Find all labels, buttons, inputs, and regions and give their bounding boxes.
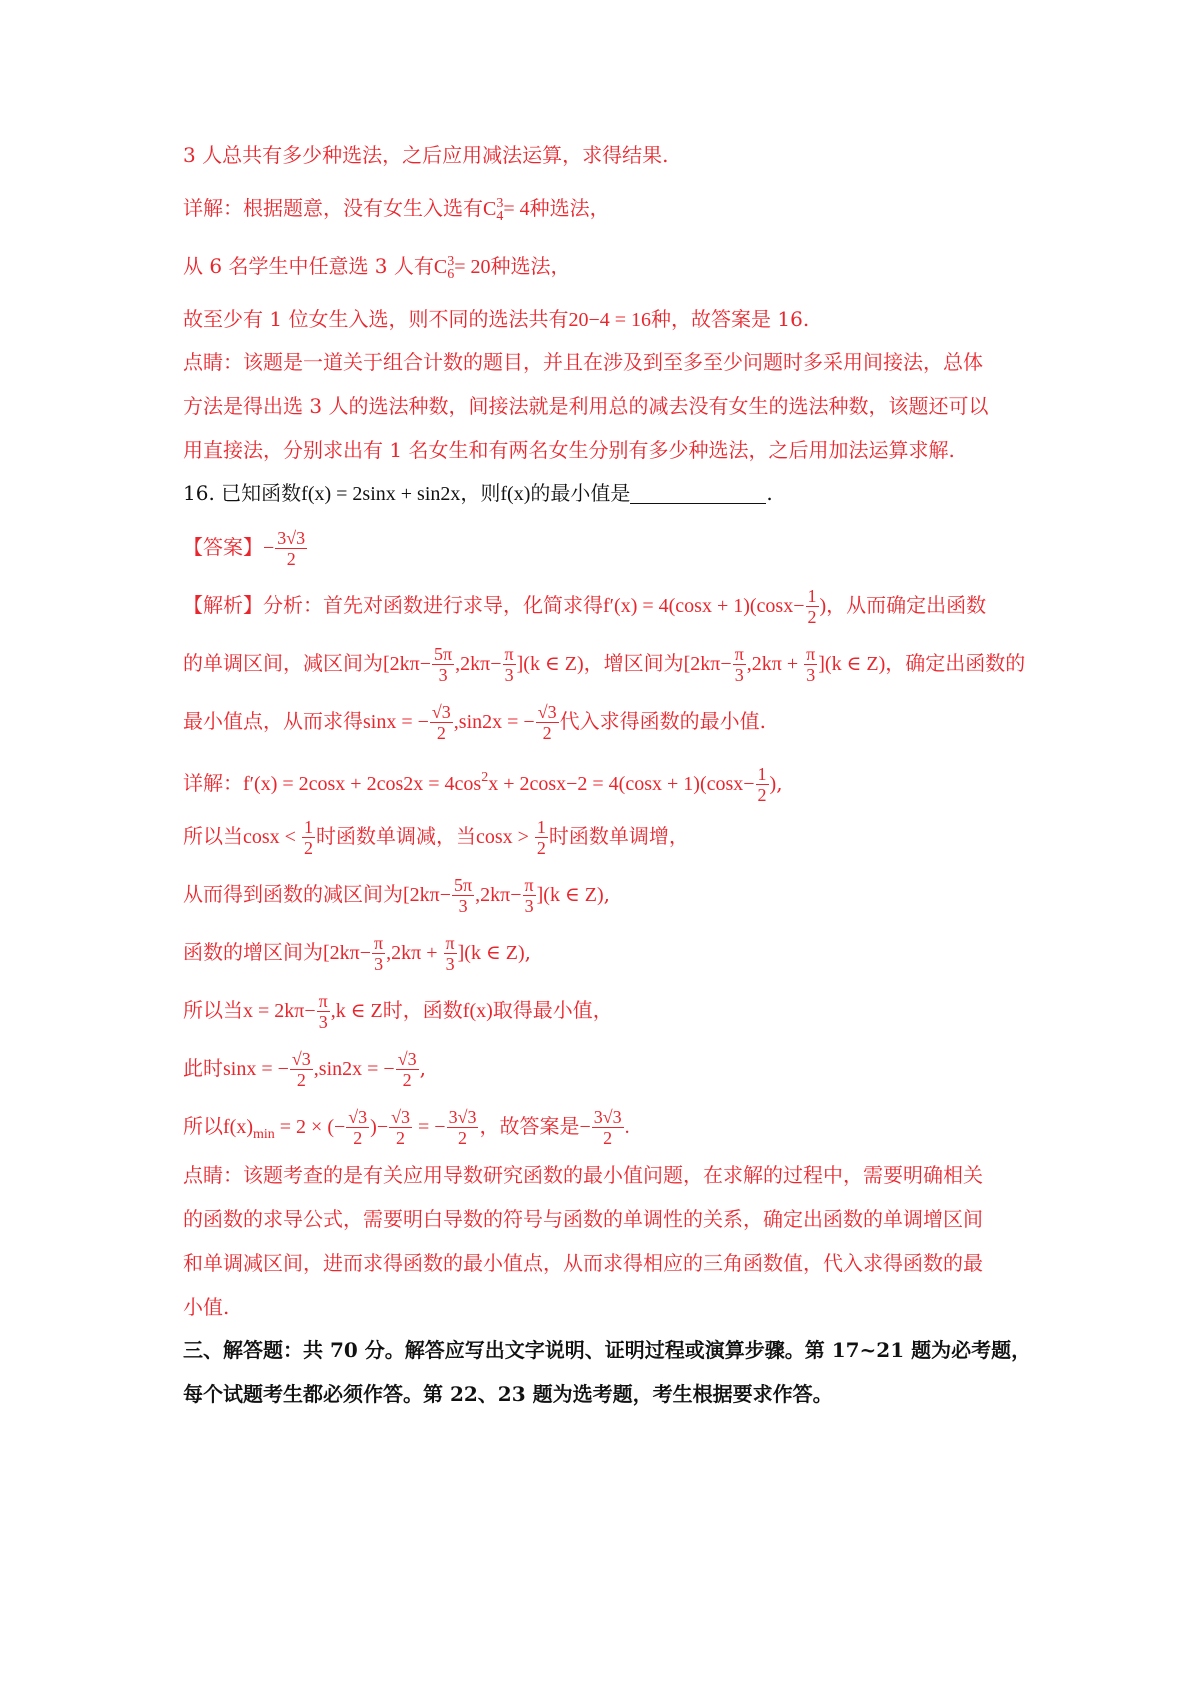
- detail-minimum-value: 所以$f(x)_{min} = 2$ × (− $\frac{√3}{2}$ )− $\frac{√3}{2}$ = − $\frac{3√3}{2}$ ，故答案是− $\frac{3√3}{2}$ .: [183, 1107, 630, 1148]
- detail-increasing: 函数的增区间为[2kπ− $\frac{\pi}{3}$ ,2kπ + $\frac{\pi}{3}$ ](k ∈ Z),: [183, 933, 531, 974]
- line-detail-no-girls: 详解：根据题意，没有女生入选有C 3 4 = 4种选法，: [183, 196, 610, 225]
- note-line-2: 方法是得出选 3 人的选法种数，间接法就是利用总的减去没有女生的选法种数，该题还可以: [183, 394, 989, 418]
- detail-monotonic: 所以当cosx < $\frac{1}{2}$ 时函数单调减，当cosx > $\frac{1}{2}$ 时函数单调增，: [183, 817, 689, 858]
- question-16: 16. 已知函数f(x) = 2sinx + sin2x，则f(x)的最小值是 .: [183, 481, 773, 505]
- combination-c63: C 3 6 = 20: [433, 254, 491, 283]
- note2-line-4: 小值.: [183, 1295, 230, 1319]
- line-method-end: 3 人总共有多少种选法，之后应用减法运算，求得结果.: [183, 143, 669, 167]
- answer-blank: [630, 483, 766, 504]
- note2-line-1: 点睛：该题考查的是有关应用导数研究函数的最小值问题，在求解的过程中，需要明确相关: [183, 1163, 983, 1187]
- detail-minimum-point: 所以当x = 2kπ− $\frac{\pi}{3}$ ,k ∈ Z时，函数f(x)取得最小值，: [183, 991, 613, 1032]
- analysis-line-3: 最小值点，从而求得sinx = − $\frac{√3}{2}$ ,sin2x = − $\frac{√3}{2}$ 代入求得函数的最小值.: [183, 702, 766, 743]
- note2-line-2: 的函数的求导公式，需要明白导数的符号与函数的单调性的关系，确定出函数的单调增区间: [183, 1207, 983, 1231]
- note-line-1: 点睛：该题是一道关于组合计数的题目，并且在涉及到至多至少问题时多采用间接法，总体: [183, 350, 983, 374]
- analysis-line-2: 的单调区间，减区间为[2kπ− $\frac{5\pi}{3}$ ,2kπ− $\frac{\pi}{3}$ ](k ∈ Z)，增区间为[2kπ− $\frac{\pi}{3}$ ,2kπ + $\frac{\pi}{3}$ ](k ∈ Z)，确定出函数的: [183, 644, 1026, 685]
- section-3-heading-1: 三、解答题：共 70 分。解答应写出文字说明、证明过程或演算步骤。第 17~21 题为必考题，: [183, 1338, 1032, 1362]
- detail-decreasing: 从而得到函数的减区间为[2kπ− $\frac{5\pi}{3}$ ,2kπ− $\frac{\pi}{3}$ ](k ∈ Z),: [183, 875, 610, 916]
- detail-sin-values: 此时sinx = − $\frac{√3}{2}$ ,sin2x = − $\frac{√3}{2}$ ,: [183, 1049, 426, 1090]
- line-detail-all-choices: 从 6 名学生中任意选 3 人有C 3 6 = 20种选法，: [183, 254, 571, 283]
- note2-line-3: 和单调减区间，进而求得函数的最小值点，从而求得相应的三角函数值，代入求得函数的最: [183, 1251, 983, 1275]
- section-3-heading-2: 每个试题考生都必须作答。第 22、23 题为选考题，考生根据要求作答。: [183, 1382, 833, 1406]
- combination-c43: C 3 4 = 4: [483, 196, 530, 225]
- detail-derivative: 详解：$f'(x) = 2\cos x + 2\cos 2x = 4\cos^2x + 2\cos x-2 = 4(\cos x + 1)(\cos x-$ $\frac{1}{2}$ ),: [183, 764, 783, 805]
- answer-line: 【答案】− $\frac{3√3}{2}$: [183, 528, 306, 569]
- analysis-line-1: 【解析】分析：首先对函数进行求导，化简求得f′(x) = 4(cosx + 1)(cosx− $\frac{1}{2}$ )，从而确定出函数: [183, 586, 987, 627]
- note-line-3: 用直接法，分别求出有 1 名女生和有两名女生分别有多少种选法，之后用加法运算求解.: [183, 438, 955, 462]
- line-detail-result: 故至少有 1 位女生入选，则不同的选法共有20−4 = 16种，故答案是 16.: [183, 307, 810, 331]
